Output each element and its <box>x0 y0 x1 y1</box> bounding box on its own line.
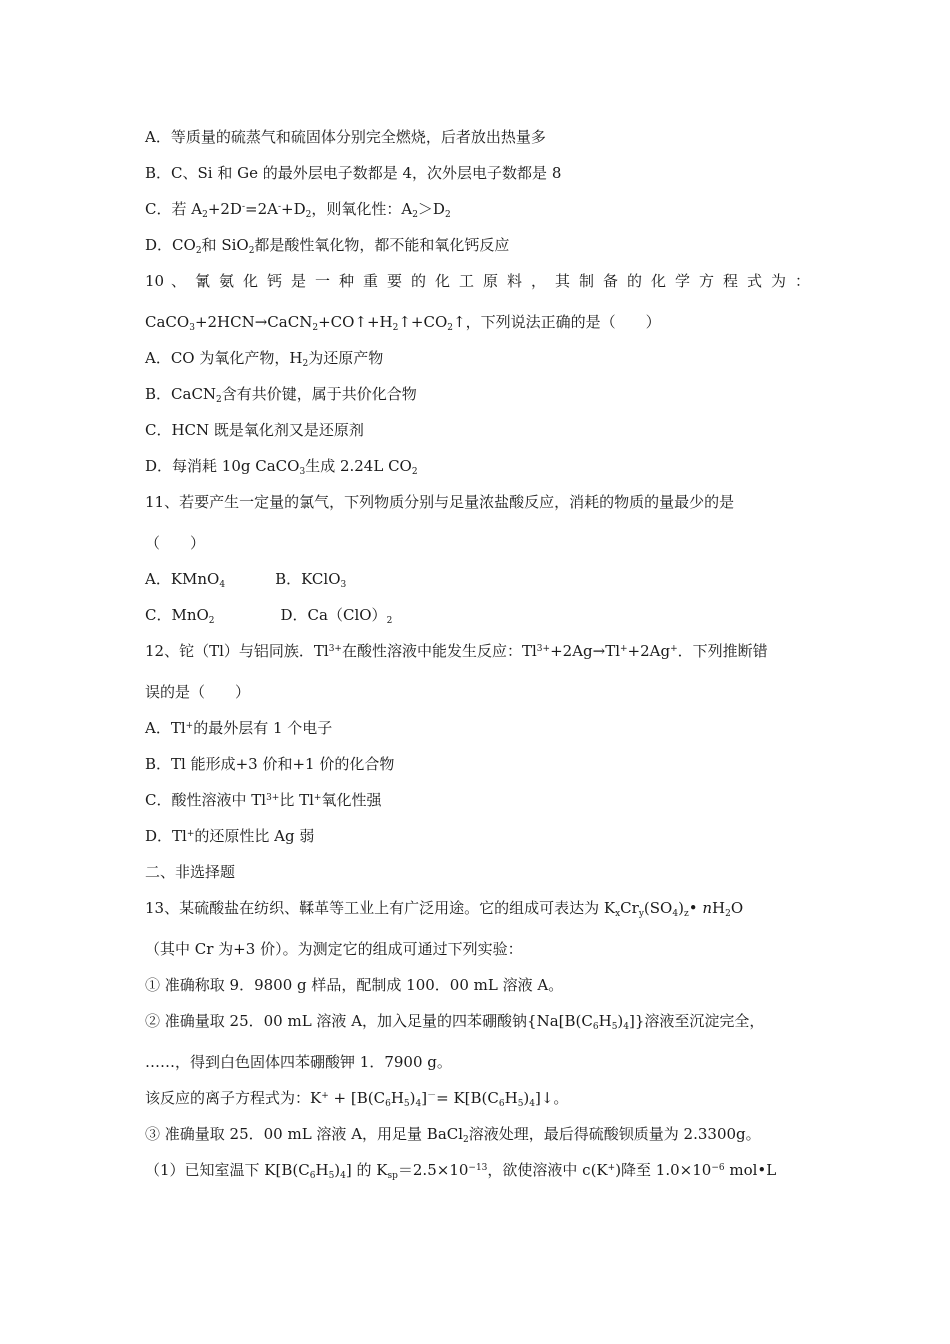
q9-option-a: A．等质量的硫蒸气和硫固体分别完全燃烧，后者放出热量多 <box>145 128 546 146</box>
q13-stem: 13、某硫酸盐在纺织、鞣革等工业上有广泛用途。它的组成可表达为 $K_xCr_y(SO_4)_z•$ $nH_2O$ <box>145 899 744 919</box>
q13-ionic-equation: 该反应的离子方程式为：$K^+ + [B(C_6H_5)_4]^-=$ $K[B(C_6H_5)_4]↓$。 <box>145 1089 569 1109</box>
section-heading: 二、非选择题 <box>145 863 236 881</box>
q12-option-c: C．酸性溶液中 $Tl^{3+}$比 Tl+氧化性强 <box>145 791 382 809</box>
q9-option-d: D．$CO_2$和 SiO$_2$都是酸性氧化物，都不能和氧化钙反应 <box>145 236 510 256</box>
q10-option-d: D．每消耗 10g CaCO$_3$生成 2.24L $CO_2$ <box>145 457 418 477</box>
q12-option-d: D．Tl+的还原性比 Ag 弱 <box>145 827 315 845</box>
q13-step-2-result: ……，得到白色固体四苯硼酸钾 1．7900 g。 <box>145 1053 452 1071</box>
q12-stem-cont: 误的是（ ） <box>145 683 251 701</box>
q12-option-b: B．Tl 能形成+3 价和+1 价的化合物 <box>145 755 395 773</box>
q10-stem: 10 、 氰 氨 化 钙 是 一 种 重 要 的 化 工 原 料 ， 其 制 备 的 化 学 方 程 式 为 ： <box>145 272 810 290</box>
q12-stem: 12、铊（Tl）与铝同族．$Tl^{3+}$在酸性溶液中能发生反应：$Tl^{3+}+2Ag\to Tl^++2Ag^+$．下列推断错 <box>145 642 768 660</box>
q10-option-c: C．HCN 既是氧化剂又是还原剂 <box>145 421 364 439</box>
q9-option-b: B．C、Si 和 Ge 的最外层电子数都是 4，次外层电子数都是 8 <box>145 164 562 182</box>
q11-stem-parens: （ ） <box>145 534 206 552</box>
q13-step-1: ① 准确称取 9．9800 g 样品，配制成 100．00 mL 溶液 A。 <box>145 976 564 994</box>
q10-equation: $CaCO_3+2HCN\to CaCN_2+CO↑+H_2↑+CO_2↑$，下列说法正确的是（ ） <box>145 313 661 333</box>
q13-step-3: ③ 准确量取 25．00 mL 溶液 A，用足量 BaCl$_2$溶液处理，最后得硫酸钡质量为 2.3300g。 <box>145 1125 761 1145</box>
q9-option-c: C．若 $A_2+2D^-=2A^-+D_2$，则氧化性：$A_2>D_2$ <box>145 200 451 220</box>
q11-options-cd: C．MnO$_2$ D．$Ca(ClO)_2$ <box>145 606 393 626</box>
q13-step-2: ② 准确量取 25．00 mL 溶液 A，加入足量的四苯硼酸钠$\{Na[B(C_6H_5)_4]\}$溶液至沉淀完全， <box>145 1012 765 1032</box>
q13-stem-cont: （其中 Cr 为+3 价）。为测定它的组成可通过下列实验： <box>145 940 523 958</box>
q11-stem: 11、若要产生一定量的氯气，下列物质分别与足量浓盐酸反应，消耗的物质的量最少的是 <box>145 493 735 511</box>
q11-options-ab: A．KMnO$_4$ B．KClO$_3$ <box>145 570 347 590</box>
q10-option-b: B．CaCN$_2$含有共价键，属于共价化合物 <box>145 385 417 405</box>
q13-part-1: （1）已知室温下 $K[B(C_6H_5)_4]$ 的 $K_{sp}=2.5\times 10^{-13}$，欲使溶液中 c(K+)降至 $1.0\times 10^{-6}$ mol•L <box>145 1161 777 1181</box>
q12-option-a: A．Tl+的最外层有 1 个电子 <box>145 719 333 737</box>
q10-option-a: A．CO 为氧化产物，$H_2$为还原产物 <box>145 349 384 369</box>
